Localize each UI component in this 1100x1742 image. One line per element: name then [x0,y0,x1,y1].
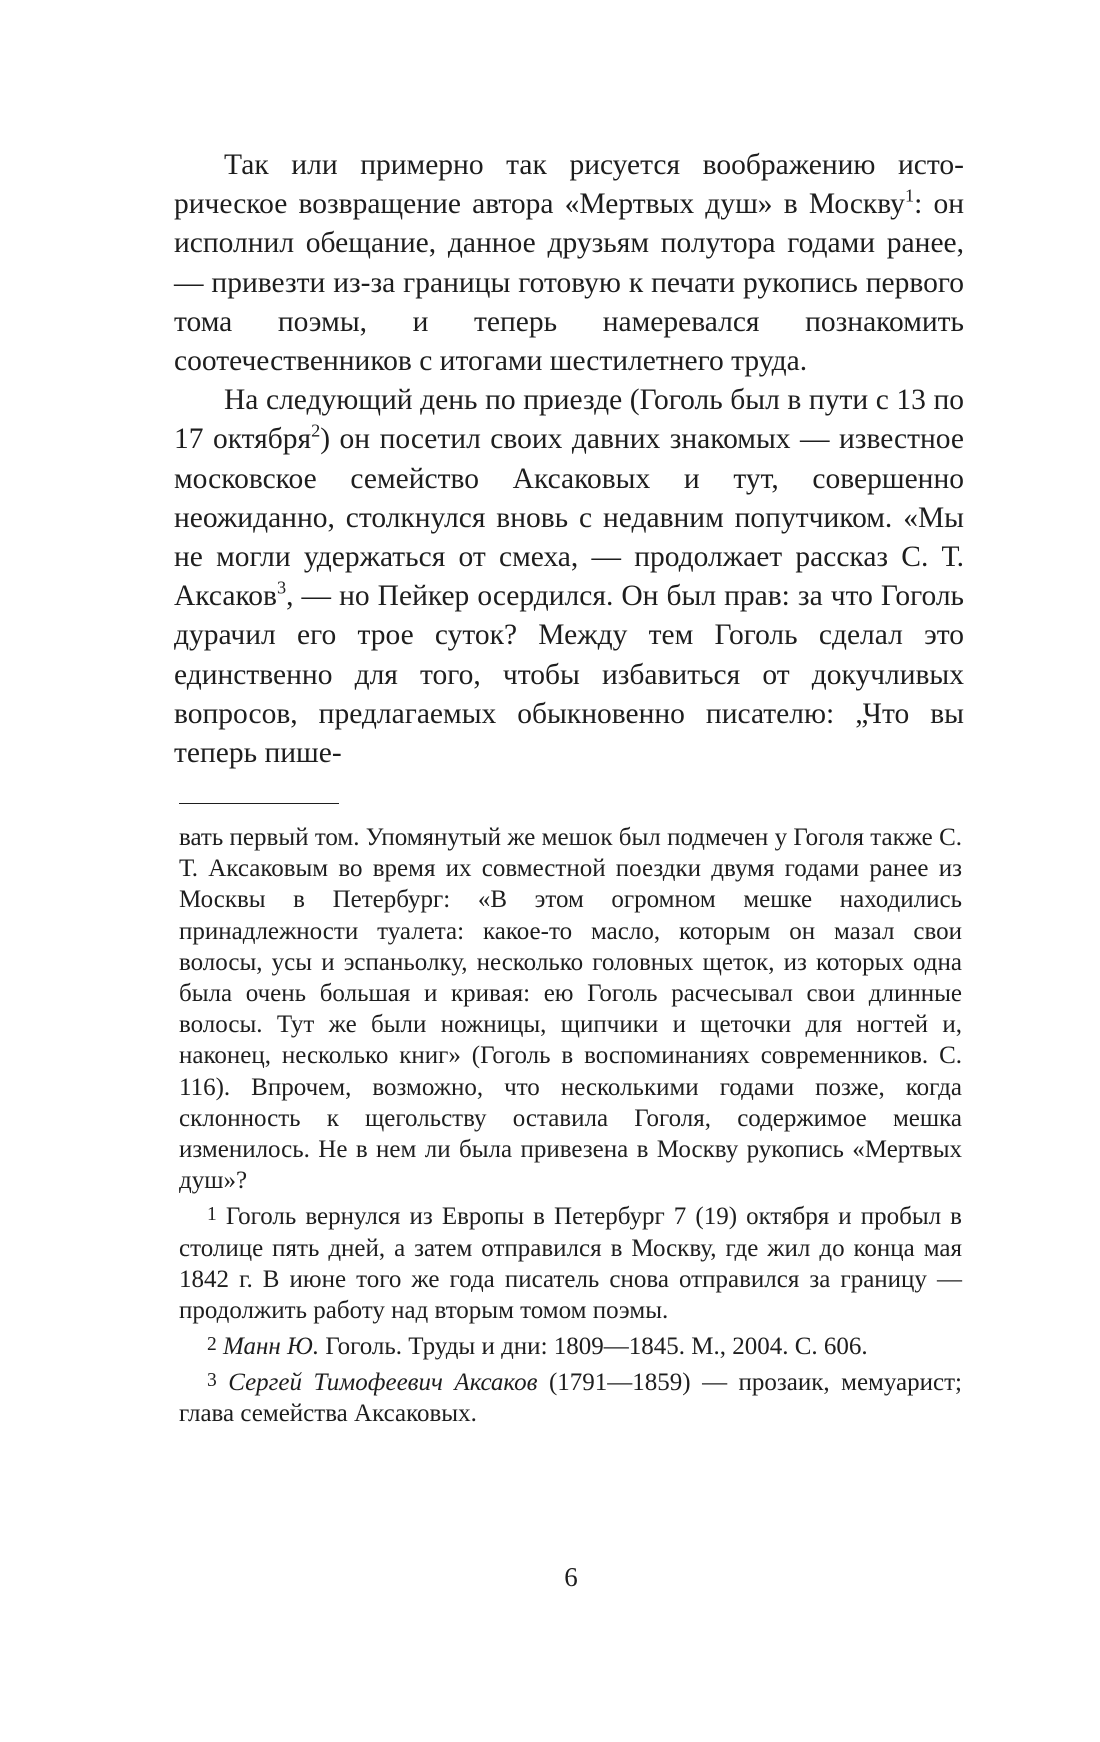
footnote-ref-2: 2 [311,421,321,442]
paragraph-2-text-a: На следующий день по приезде (Гоголь был в пути с 13 по 17 октября [174,384,964,456]
page-number: 6 [564,1562,578,1592]
footnote-1-number: 1 [207,1204,217,1226]
footnote-2-text: Гоголь. Труды и дни: 1809—1845. М., 2004. С. 606. [319,1333,868,1361]
footnote-1 [179,1199,962,1326]
footnote-2-author: Манн Ю. [223,1333,320,1361]
footnote-continuation: вать первый том. Упомянутый же мешок был подмечен у Гоголя также С. Т. Аксаковым во время их совместной поездки двумя годами ранее из Москвы в Петербург: «В этом огромном мешке находились принадлежности туалета: какое-то масло, которым он мазал свои волосы, усы и эспаньолку, несколько головных щеток, из которых одна была очень большая и кривая: ею Гоголь расчесывал свои длинные волосы. Тут же были ножницы, щипчики и щеточки для ногтей и, наконец, несколько книг» (Гоголь в воспоминаниях современников. С. 116). Впрочем, возможно, что несколькими годами позже, когда склонность к щегольству оставила Гоголя, содержимое мешка изменилось. Не в нем ли была привезена в Москву рукопись «Мертвых душ»? [179,824,962,1195]
paragraph-2 [174,381,964,773]
footnote-3-name: Сергей Тимофеевич Аксаков [228,1369,538,1397]
footnote-2-number: 2 [207,1334,217,1356]
paragraph-1-text-b: : он исполнил обещание, данное друзьям полутора годами ранее, — привезти из-за границы готовую к печати рукопись первого тома поэмы, и теперь намеревался познакомить соотечественников с итогами шестилетнего труда. [174,188,965,378]
footnote-3-number: 3 [207,1370,217,1392]
footnote-2 [179,1329,962,1362]
paragraph-1-text-a: Так или примерно так рисуется воображению историческое возвращение автора «Мертвых душ» в Москву [174,149,964,221]
paragraph-2-text-c: , — но Пейкер осердился. Он был прав: за что Гоголь дурачил его трое суток? Между тем Гоголь сделал это единственно для того, чтобы избавиться от докучливых вопросов, предлагаемых обыкновенно писателю: „Что вы теперь пише- [174,580,964,770]
footnotes [179,822,962,1430]
footnote-3-text: (1791—1859) — прозаик, мемуарист; глава семейства Аксаковых. [179,1369,962,1428]
footnote-separator [179,803,339,804]
paragraph-1 [174,146,964,381]
footnote-ref-1: 1 [904,185,915,206]
footnote-3 [179,1365,962,1429]
main-text [174,146,964,773]
footnote-1-text: Гоголь вернулся из Европы в Петербург 7 (19) октября и пробыл в столице пять дней, а затем отправился в Москву, где жил до конца мая 1842 г. В июне того же года писатель снова отправился за границу — продолжить работу над вторым томом поэмы. [179,1203,962,1324]
paragraph-2-text-b: ) он посетил своих давних знакомых — известное московское семейство Аксаковых и тут, совершенно неожиданно, столкнулся вновь с недавним попутчиком. «Мы не могли удержаться от смеха, — продолжает рассказ С. Т. Аксаков [174,423,965,613]
footnote-ref-3: 3 [276,577,287,598]
